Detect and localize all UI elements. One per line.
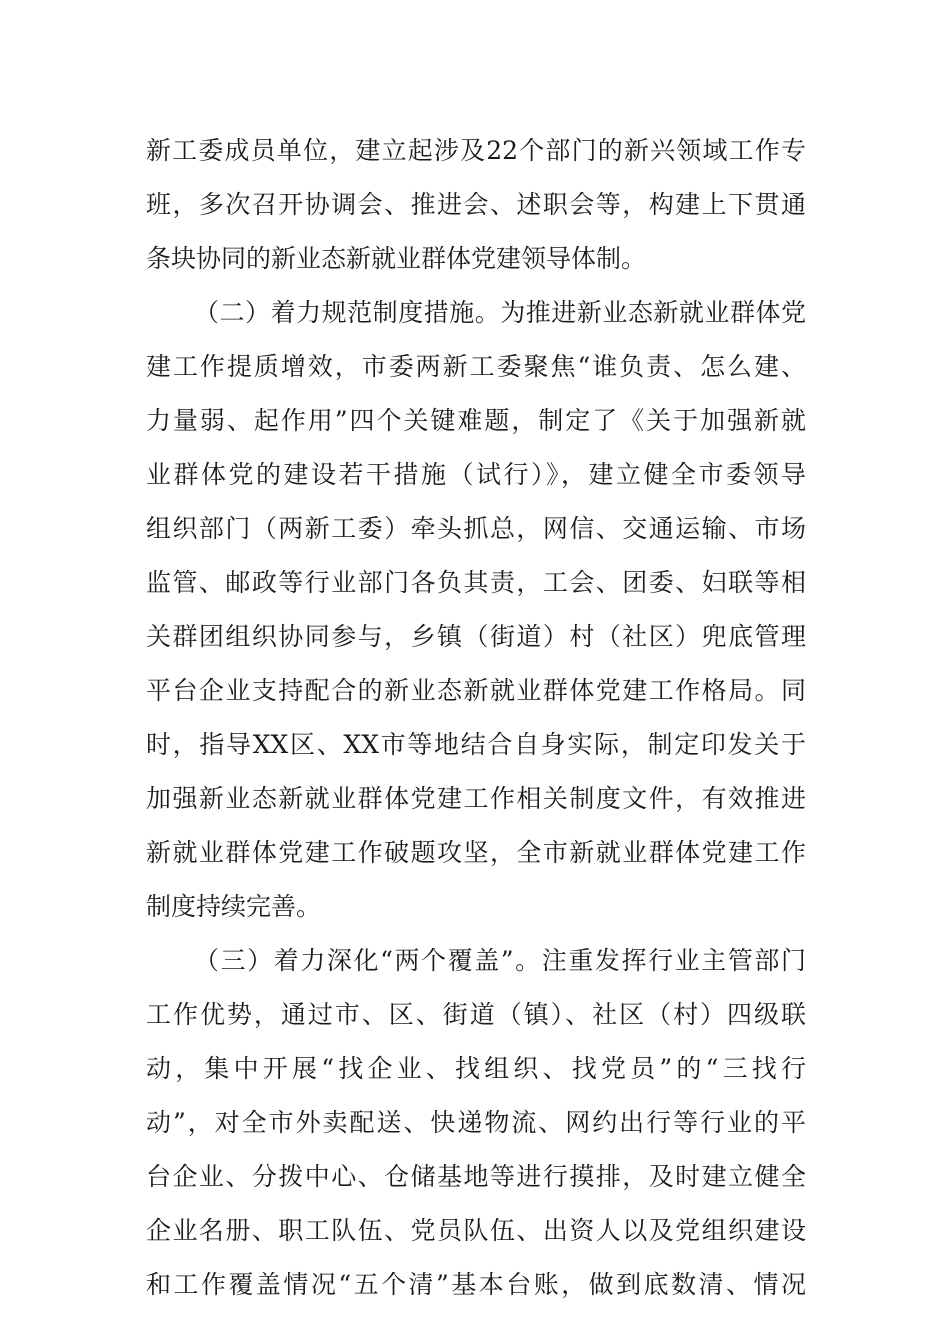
text-line: 监管、邮政等行业部门各负其责，工会、团委、妇联等相 [146,568,806,597]
text-line: 新工委成员单位，建立起涉及22个部门的新兴领域工作专 [146,136,806,165]
text-line: 时，指导XX区、XX市等地结合自身实际，制定印发关于 [146,730,806,759]
text-line: 平台企业支持配合的新业态新就业群体党建工作格局。同 [146,676,806,705]
text-line: 工作优势，通过市、区、街道（镇）、社区（村）四级联 [146,1000,806,1029]
text-line: 台企业、分拨中心、仓储基地等进行摸排，及时建立健全 [146,1162,806,1191]
text-line: 组织部门（两新工委）牵头抓总，网信、交通运输、市场 [146,514,806,543]
text-line: 班，多次召开协调会、推进会、述职会等，构建上下贯通 [146,190,806,219]
text-line: 建工作提质增效，市委两新工委聚焦“谁负责、怎么建、 [146,352,806,381]
section-heading-line: （二）着力规范制度措施。为推进新业态新就业群体党 [194,298,806,327]
text-line: 关群团组织协同参与，乡镇（街道）村（社区）兜底管理 [146,622,806,651]
text-line: 力量弱、起作用”四个关键难题，制定了《关于加强新就 [146,406,806,435]
text-line: 企业名册、职工队伍、党员队伍、出资人以及党组织建设 [146,1216,806,1245]
section-heading-line: （三）着力深化“两个覆盖”。注重发挥行业主管部门 [194,946,806,975]
text-line: 动”，对全市外卖配送、快递物流、网约出行等行业的平 [146,1108,806,1137]
text-line: 动，集中开展“找企业、找组织、找党员”的“三找行 [146,1054,806,1083]
text-line: 制度持续完善。 [146,892,322,921]
text-line: 条块协同的新业态新就业群体党建领导体制。 [146,244,647,273]
text-line: 加强新业态新就业群体党建工作相关制度文件，有效推进 [146,784,806,813]
text-line: 业群体党的建设若干措施（试行）》，建立健全市委领导 [146,460,806,489]
text-line: 和工作覆盖情况“五个清”基本台账，做到底数清、情况 [146,1270,806,1299]
text-line: 新就业群体党建工作破题攻坚，全市新就业群体党建工作 [146,838,806,867]
body-text [146,124,806,1312]
